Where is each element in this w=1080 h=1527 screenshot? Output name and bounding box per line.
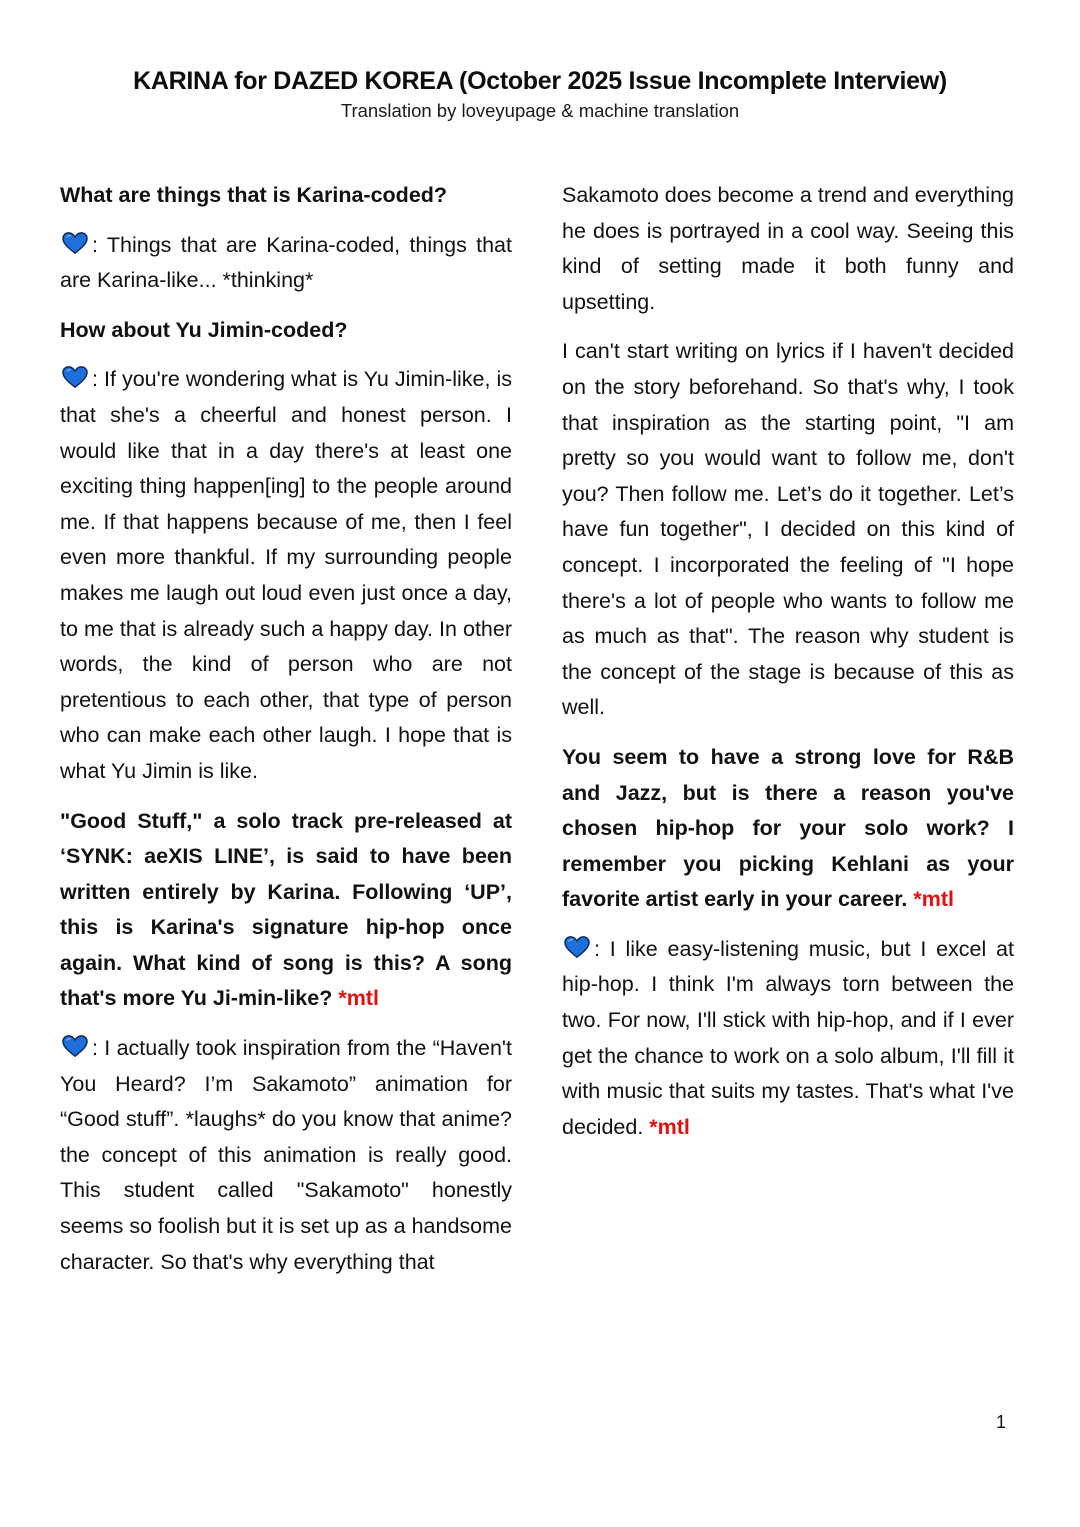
answer-2 <box>60 362 512 789</box>
machine-translation-tag: *mtl <box>649 1114 690 1139</box>
blue-heart-icon <box>60 231 90 255</box>
answer-text: : Things that are Karina-coded, things that are Karina-like... *thinking* <box>60 232 512 293</box>
answer-3-continued <box>562 178 1014 320</box>
blue-heart-icon <box>60 365 90 389</box>
question-text: How about Yu Jimin-coded? <box>60 317 348 342</box>
blue-heart-icon <box>60 1034 90 1058</box>
question-text: You seem to have a strong love for R&B and Jazz, but is there a reason you've chosen hip-hop for your solo work? I remember you picking Kehlani as your favorite artist early in your career. <box>562 744 1014 912</box>
answer-4 <box>562 932 1014 1146</box>
document-header <box>0 64 1080 124</box>
answer-3 <box>60 1031 512 1280</box>
question-text: What are things that is Karina-coded? <box>60 183 448 207</box>
document-title: KARINA for DAZED KOREA (October 2025 Issue Incomplete Interview) <box>133 67 947 95</box>
question-4 <box>562 740 1014 918</box>
question-text: "Good Stuff," a solo track pre-released at ‘SYNK: aeXIS LINE’, is said to have been written entirely by Karina. Following ‘UP’, this is Karina's signature hip-hop once again. What kind of song is this? A song that's more Yu Ji-min-like? <box>60 808 512 1011</box>
answer-text: : I like easy-listening music, but I excel at hip-hop. I think I'm always torn between the two. For now, I'll stick with hip-hop, and if I ever get the chance to work on a solo album, I'll fill it with music that suits my tastes. That's what I've decided. <box>562 936 1014 1139</box>
answer-text: : I actually took inspiration from the “Haven't You Heard? I’m Sakamoto” animation for “Good stuff”. *laughs* do you know that anime? the concept of this animation is really good. This student called "Sakamoto" honestly seems so foolish but it is set up as a handsome character. So that's why everything that <box>60 1036 512 1274</box>
machine-translation-tag: *mtl <box>338 986 379 1011</box>
answer-text: I can't start writing on lyrics if I haven't decided on the story beforehand. So that's why, I took that inspiration as the starting point, "I am pretty so you would want to follow me, don't you? Then follow me. Let’s do it together. Let’s have fun together", I decided on this kind of concept. I incorporated the feeling of "I hope there's a lot of people who wants to follow me as much as that". The reason why student is the concept of the stage is because of this as well. <box>562 339 1014 720</box>
question-1 <box>60 178 512 214</box>
answer-3-paragraph-2 <box>562 334 1014 726</box>
page-number: 1 <box>996 1412 1007 1432</box>
question-2 <box>60 313 512 349</box>
right-column <box>562 178 1014 1159</box>
blue-heart-icon <box>562 935 592 959</box>
question-3 <box>60 804 512 1018</box>
answer-text: : If you're wondering what is Yu Jimin-like, is that she's a cheerful and honest person. I would like that in a day there's at least one exciting thing happen[ing] to the people around me. If that happens because of me, then I feel even more thankful. If my surrounding people makes me laugh out loud even just once a day, to me that is already such a happy day. In other words, the kind of person who are not pretentious to each other, that type of person who can make each other laugh. I hope that is what Yu Jimin is like. <box>60 367 512 783</box>
answer-text: Sakamoto does become a trend and everything he does is portrayed in a cool way. Seeing this kind of setting made it both funny and upsetting. <box>562 183 1014 314</box>
answer-1 <box>60 228 512 299</box>
left-column <box>60 178 512 1294</box>
machine-translation-tag: *mtl <box>913 887 954 912</box>
document-subtitle: Translation by loveyupage & machine translation <box>340 100 740 121</box>
